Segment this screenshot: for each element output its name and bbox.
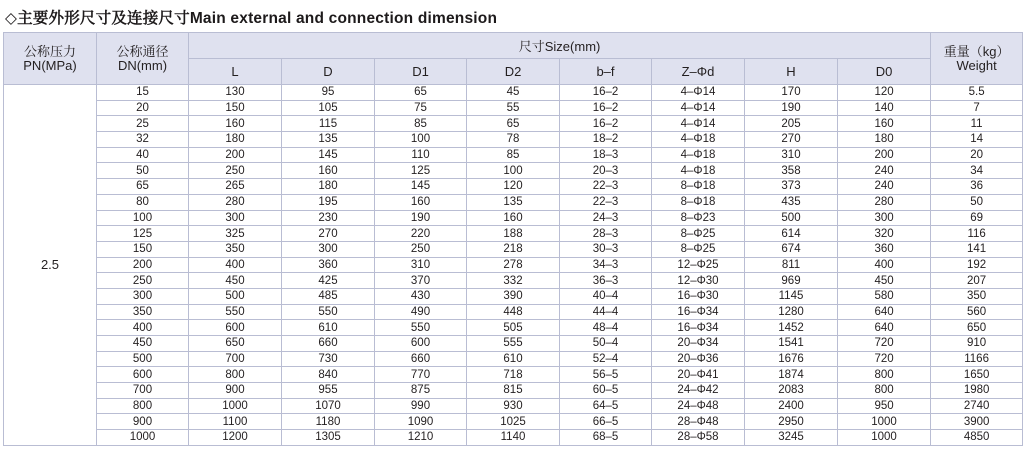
- d0-cell: 400: [838, 257, 931, 273]
- d-cell: 1180: [282, 414, 375, 430]
- pn-header-en: PN(MPa): [23, 57, 77, 73]
- z-phi-d-column-header: Z–Φd: [652, 59, 745, 85]
- l-column-header: L: [189, 59, 282, 85]
- weight-cell: 50: [931, 194, 1023, 210]
- d-cell: 840: [282, 367, 375, 383]
- d0-cell: 450: [838, 273, 931, 289]
- d2-cell: 718: [467, 367, 560, 383]
- dn-cell: 65: [97, 179, 189, 195]
- d2-cell: 160: [467, 210, 560, 226]
- d-cell: 95: [282, 85, 375, 101]
- weight-cell: 910: [931, 336, 1023, 352]
- d1-column-header: D1: [375, 59, 467, 85]
- table-row: [4, 85, 1023, 101]
- d2-cell: 188: [467, 226, 560, 242]
- dn-cell: 700: [97, 383, 189, 399]
- h-cell: 205: [745, 116, 838, 132]
- l-cell: 350: [189, 241, 282, 257]
- b-f-cell: 22–3: [560, 194, 652, 210]
- d0-cell: 640: [838, 304, 931, 320]
- table-row: [4, 163, 1023, 179]
- table-row: [4, 320, 1023, 336]
- table-row: [4, 194, 1023, 210]
- d2-cell: 278: [467, 257, 560, 273]
- d0-cell: 640: [838, 320, 931, 336]
- d0-cell: 240: [838, 163, 931, 179]
- z-phi-d-cell: 20–Φ41: [652, 367, 745, 383]
- l-cell: 550: [189, 304, 282, 320]
- d1-cell: 600: [375, 336, 467, 352]
- d0-cell: 720: [838, 351, 931, 367]
- b-f-column-header: b–f: [560, 59, 652, 85]
- table-row: [4, 383, 1023, 399]
- dn-cell: 20: [97, 100, 189, 116]
- d1-cell: 220: [375, 226, 467, 242]
- d-cell: 135: [282, 132, 375, 148]
- h-cell: 1676: [745, 351, 838, 367]
- h-cell: 2400: [745, 398, 838, 414]
- z-phi-d-cell: 8–Φ25: [652, 241, 745, 257]
- weight-cell: 11: [931, 116, 1023, 132]
- z-phi-d-cell: 8–Φ18: [652, 194, 745, 210]
- h-cell: 190: [745, 100, 838, 116]
- h-cell: 2950: [745, 414, 838, 430]
- z-phi-d-cell: 24–Φ42: [652, 383, 745, 399]
- l-cell: 450: [189, 273, 282, 289]
- dn-cell: 300: [97, 288, 189, 304]
- section-title: ◇主要外形尺寸及连接尺寸Main external and connection dimension: [5, 10, 498, 27]
- weight-cell: 141: [931, 241, 1023, 257]
- b-f-cell: 36–3: [560, 273, 652, 289]
- dn-cell: 350: [97, 304, 189, 320]
- table-row: [4, 116, 1023, 132]
- weight-header-cn: 重量（kg）: [943, 43, 1010, 59]
- z-phi-d-cell: 20–Φ36: [652, 351, 745, 367]
- d1-cell: 75: [375, 100, 467, 116]
- weight-cell: 650: [931, 320, 1023, 336]
- table-row: [4, 132, 1023, 148]
- d0-cell: 1000: [838, 414, 931, 430]
- dn-cell: 100: [97, 210, 189, 226]
- table-row: [4, 257, 1023, 273]
- d-cell: 270: [282, 226, 375, 242]
- d0-cell: 580: [838, 288, 931, 304]
- weight-cell: 7: [931, 100, 1023, 116]
- d-cell: 425: [282, 273, 375, 289]
- l-cell: 200: [189, 147, 282, 163]
- d2-cell: 120: [467, 179, 560, 195]
- d-cell: 730: [282, 351, 375, 367]
- table-row: [4, 398, 1023, 414]
- dn-header-cn: 公称通径: [116, 43, 169, 59]
- weight-header-en: Weight: [956, 57, 997, 73]
- z-phi-d-cell: 24–Φ48: [652, 398, 745, 414]
- table-row: [4, 351, 1023, 367]
- d-cell: 1305: [282, 430, 375, 446]
- b-f-cell: 64–5: [560, 398, 652, 414]
- b-f-cell: 34–3: [560, 257, 652, 273]
- d1-cell: 1210: [375, 430, 467, 446]
- pn-header: [4, 33, 97, 85]
- d2-cell: 815: [467, 383, 560, 399]
- b-f-cell: 16–2: [560, 116, 652, 132]
- l-cell: 325: [189, 226, 282, 242]
- d-cell: 105: [282, 100, 375, 116]
- d2-cell: 45: [467, 85, 560, 101]
- d0-cell: 360: [838, 241, 931, 257]
- z-phi-d-cell: 4–Φ18: [652, 132, 745, 148]
- dn-cell: 150: [97, 241, 189, 257]
- weight-header: [931, 33, 1023, 85]
- l-cell: 800: [189, 367, 282, 383]
- z-phi-d-cell: 12–Φ25: [652, 257, 745, 273]
- h-cell: 270: [745, 132, 838, 148]
- d0-cell: 800: [838, 367, 931, 383]
- b-f-cell: 18–3: [560, 147, 652, 163]
- d-column-header: D: [282, 59, 375, 85]
- d2-column-header: D2: [467, 59, 560, 85]
- dn-cell: 450: [97, 336, 189, 352]
- b-f-cell: 66–5: [560, 414, 652, 430]
- h-cell: 1280: [745, 304, 838, 320]
- d0-cell: 720: [838, 336, 931, 352]
- table-row: [4, 100, 1023, 116]
- d-cell: 485: [282, 288, 375, 304]
- h-cell: 373: [745, 179, 838, 195]
- l-cell: 250: [189, 163, 282, 179]
- d1-cell: 1090: [375, 414, 467, 430]
- d1-cell: 190: [375, 210, 467, 226]
- d1-cell: 490: [375, 304, 467, 320]
- z-phi-d-cell: 16–Φ34: [652, 320, 745, 336]
- d1-cell: 145: [375, 179, 467, 195]
- d1-cell: 370: [375, 273, 467, 289]
- dn-cell: 50: [97, 163, 189, 179]
- weight-cell: 20: [931, 147, 1023, 163]
- d1-cell: 125: [375, 163, 467, 179]
- d2-cell: 78: [467, 132, 560, 148]
- l-cell: 1200: [189, 430, 282, 446]
- weight-cell: 192: [931, 257, 1023, 273]
- dn-cell: 800: [97, 398, 189, 414]
- weight-cell: 3900: [931, 414, 1023, 430]
- table-row: [4, 179, 1023, 195]
- l-cell: 1000: [189, 398, 282, 414]
- d1-cell: 65: [375, 85, 467, 101]
- d1-cell: 160: [375, 194, 467, 210]
- l-cell: 500: [189, 288, 282, 304]
- d-cell: 230: [282, 210, 375, 226]
- d1-cell: 310: [375, 257, 467, 273]
- table-row: [4, 414, 1023, 430]
- dn-header: [97, 33, 189, 85]
- dn-cell: 40: [97, 147, 189, 163]
- d2-cell: 135: [467, 194, 560, 210]
- table-body: [4, 85, 1023, 446]
- d-cell: 195: [282, 194, 375, 210]
- d0-cell: 950: [838, 398, 931, 414]
- weight-cell: 1166: [931, 351, 1023, 367]
- b-f-cell: 56–5: [560, 367, 652, 383]
- d-cell: 955: [282, 383, 375, 399]
- weight-cell: 69: [931, 210, 1023, 226]
- d0-cell: 140: [838, 100, 931, 116]
- l-cell: 400: [189, 257, 282, 273]
- l-cell: 650: [189, 336, 282, 352]
- b-f-cell: 16–2: [560, 100, 652, 116]
- h-cell: 1874: [745, 367, 838, 383]
- d1-cell: 430: [375, 288, 467, 304]
- l-cell: 265: [189, 179, 282, 195]
- l-cell: 900: [189, 383, 282, 399]
- d0-cell: 320: [838, 226, 931, 242]
- b-f-cell: 18–2: [560, 132, 652, 148]
- z-phi-d-cell: 8–Φ23: [652, 210, 745, 226]
- dn-cell: 900: [97, 414, 189, 430]
- d-cell: 180: [282, 179, 375, 195]
- h-cell: 674: [745, 241, 838, 257]
- h-cell: 358: [745, 163, 838, 179]
- h-cell: 614: [745, 226, 838, 242]
- b-f-cell: 40–4: [560, 288, 652, 304]
- weight-cell: 36: [931, 179, 1023, 195]
- l-cell: 1100: [189, 414, 282, 430]
- d0-column-header: D0: [838, 59, 931, 85]
- h-cell: 310: [745, 147, 838, 163]
- table-row: [4, 367, 1023, 383]
- b-f-cell: 30–3: [560, 241, 652, 257]
- d-cell: 300: [282, 241, 375, 257]
- d2-cell: 390: [467, 288, 560, 304]
- z-phi-d-cell: 8–Φ18: [652, 179, 745, 195]
- d-cell: 550: [282, 304, 375, 320]
- d2-cell: 448: [467, 304, 560, 320]
- weight-cell: 116: [931, 226, 1023, 242]
- d1-cell: 250: [375, 241, 467, 257]
- weight-cell: 350: [931, 288, 1023, 304]
- l-cell: 130: [189, 85, 282, 101]
- table-row: [4, 336, 1023, 352]
- weight-cell: 560: [931, 304, 1023, 320]
- d0-cell: 160: [838, 116, 931, 132]
- d-cell: 115: [282, 116, 375, 132]
- b-f-cell: 28–3: [560, 226, 652, 242]
- table-row: [4, 288, 1023, 304]
- d2-cell: 55: [467, 100, 560, 116]
- h-cell: 500: [745, 210, 838, 226]
- z-phi-d-cell: 28–Φ48: [652, 414, 745, 430]
- h-cell: 3245: [745, 430, 838, 446]
- l-cell: 280: [189, 194, 282, 210]
- table-row: [4, 241, 1023, 257]
- z-phi-d-cell: 16–Φ30: [652, 288, 745, 304]
- b-f-cell: 48–4: [560, 320, 652, 336]
- d2-cell: 85: [467, 147, 560, 163]
- l-cell: 150: [189, 100, 282, 116]
- d2-cell: 1025: [467, 414, 560, 430]
- d0-cell: 300: [838, 210, 931, 226]
- d-cell: 610: [282, 320, 375, 336]
- l-cell: 300: [189, 210, 282, 226]
- d0-cell: 1000: [838, 430, 931, 446]
- dn-cell: 1000: [97, 430, 189, 446]
- table-row: [4, 304, 1023, 320]
- weight-cell: 14: [931, 132, 1023, 148]
- weight-cell: 207: [931, 273, 1023, 289]
- weight-cell: 2740: [931, 398, 1023, 414]
- h-cell: 435: [745, 194, 838, 210]
- d2-cell: 218: [467, 241, 560, 257]
- d1-cell: 990: [375, 398, 467, 414]
- z-phi-d-cell: 4–Φ14: [652, 116, 745, 132]
- h-cell: 170: [745, 85, 838, 101]
- d2-cell: 930: [467, 398, 560, 414]
- d1-cell: 875: [375, 383, 467, 399]
- dn-cell: 15: [97, 85, 189, 101]
- d1-cell: 550: [375, 320, 467, 336]
- d-cell: 1070: [282, 398, 375, 414]
- h-cell: 811: [745, 257, 838, 273]
- table-header: [4, 33, 1023, 85]
- d1-cell: 110: [375, 147, 467, 163]
- weight-cell: 1650: [931, 367, 1023, 383]
- l-cell: 600: [189, 320, 282, 336]
- dn-cell: 600: [97, 367, 189, 383]
- d2-cell: 1140: [467, 430, 560, 446]
- l-cell: 700: [189, 351, 282, 367]
- z-phi-d-cell: 4–Φ18: [652, 163, 745, 179]
- dn-cell: 125: [97, 226, 189, 242]
- d-cell: 660: [282, 336, 375, 352]
- dn-cell: 25: [97, 116, 189, 132]
- z-phi-d-cell: 16–Φ34: [652, 304, 745, 320]
- d2-cell: 505: [467, 320, 560, 336]
- weight-cell: 34: [931, 163, 1023, 179]
- table-row: [4, 147, 1023, 163]
- table-row: [4, 226, 1023, 242]
- d-cell: 145: [282, 147, 375, 163]
- b-f-cell: 68–5: [560, 430, 652, 446]
- dn-cell: 80: [97, 194, 189, 210]
- z-phi-d-cell: 28–Φ58: [652, 430, 745, 446]
- d0-cell: 280: [838, 194, 931, 210]
- dn-header-en: DN(mm): [117, 57, 168, 73]
- weight-cell: 1980: [931, 383, 1023, 399]
- h-cell: 2083: [745, 383, 838, 399]
- b-f-cell: 24–3: [560, 210, 652, 226]
- table-row: [4, 210, 1023, 226]
- dn-cell: 400: [97, 320, 189, 336]
- l-cell: 180: [189, 132, 282, 148]
- d1-cell: 660: [375, 351, 467, 367]
- z-phi-d-cell: 20–Φ34: [652, 336, 745, 352]
- dn-cell: 32: [97, 132, 189, 148]
- d2-cell: 65: [467, 116, 560, 132]
- dn-cell: 500: [97, 351, 189, 367]
- weight-cell: 4850: [931, 430, 1023, 446]
- z-phi-d-cell: 12–Φ30: [652, 273, 745, 289]
- dimension-table: [3, 32, 1023, 446]
- h-column-header: H: [745, 59, 838, 85]
- d-cell: 360: [282, 257, 375, 273]
- pn-header-cn: 公称压力: [23, 43, 76, 59]
- b-f-cell: 50–4: [560, 336, 652, 352]
- dn-cell: 250: [97, 273, 189, 289]
- weight-cell: 5.5: [931, 85, 1023, 101]
- d1-cell: 100: [375, 132, 467, 148]
- size-header: 尺寸Size(mm): [189, 33, 931, 59]
- d1-cell: 770: [375, 367, 467, 383]
- z-phi-d-cell: 8–Φ25: [652, 226, 745, 242]
- d0-cell: 180: [838, 132, 931, 148]
- h-cell: 1145: [745, 288, 838, 304]
- pn-value-cell: 2.5: [4, 85, 97, 446]
- h-cell: 969: [745, 273, 838, 289]
- b-f-cell: 60–5: [560, 383, 652, 399]
- z-phi-d-cell: 4–Φ14: [652, 85, 745, 101]
- d0-cell: 240: [838, 179, 931, 195]
- d2-cell: 555: [467, 336, 560, 352]
- d1-cell: 85: [375, 116, 467, 132]
- z-phi-d-cell: 4–Φ18: [652, 147, 745, 163]
- table-row: [4, 430, 1023, 446]
- b-f-cell: 16–2: [560, 85, 652, 101]
- h-cell: 1541: [745, 336, 838, 352]
- d2-cell: 610: [467, 351, 560, 367]
- d2-cell: 332: [467, 273, 560, 289]
- d0-cell: 200: [838, 147, 931, 163]
- d-cell: 160: [282, 163, 375, 179]
- dn-cell: 200: [97, 257, 189, 273]
- h-cell: 1452: [745, 320, 838, 336]
- z-phi-d-cell: 4–Φ14: [652, 100, 745, 116]
- l-cell: 160: [189, 116, 282, 132]
- d2-cell: 100: [467, 163, 560, 179]
- b-f-cell: 52–4: [560, 351, 652, 367]
- b-f-cell: 44–4: [560, 304, 652, 320]
- table-row: [4, 273, 1023, 289]
- b-f-cell: 22–3: [560, 179, 652, 195]
- b-f-cell: 20–3: [560, 163, 652, 179]
- d0-cell: 800: [838, 383, 931, 399]
- d0-cell: 120: [838, 85, 931, 101]
